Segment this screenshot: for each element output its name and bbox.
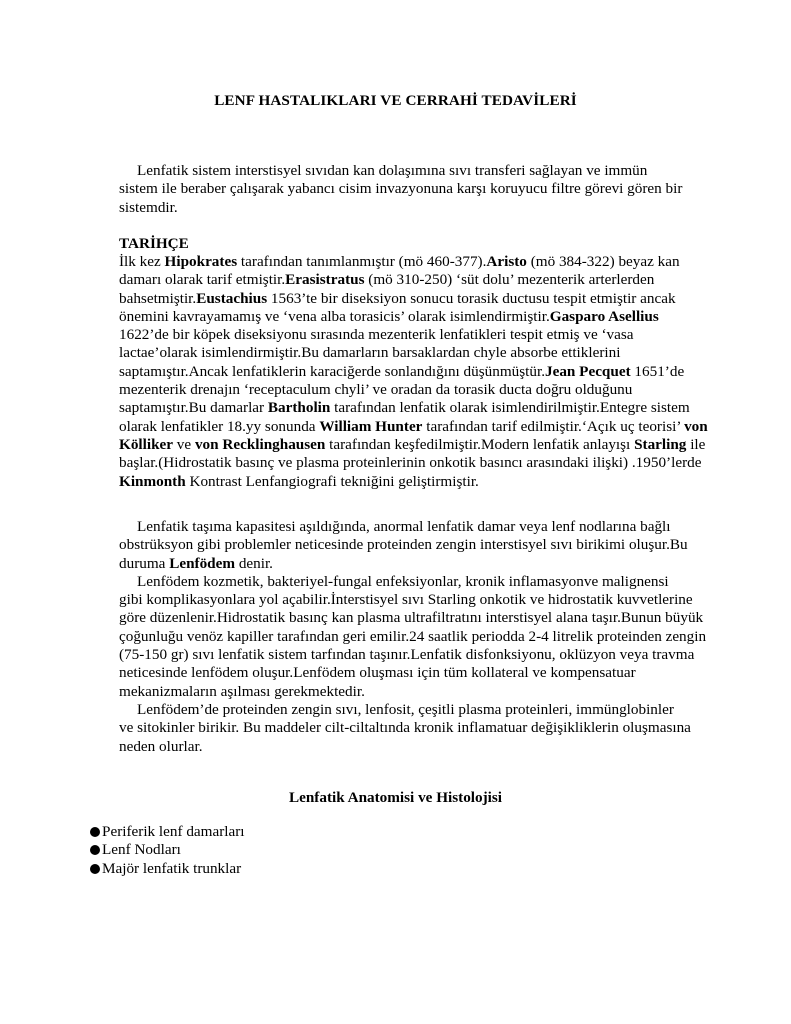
lymphedema-line: mekanizmaların aşılması gerekmektedir. (119, 682, 365, 700)
history-paragraph (119, 253, 708, 491)
term-lenfodem: Lenfödem (169, 554, 236, 572)
list-item: Periferik lenf damarları (90, 823, 245, 841)
lymphedema-line: ve sitokinler birikir. Bu maddeler cilt-ciltaltında kronik inflamatuar değişikliklerin oluşmasına (119, 719, 691, 737)
lymphedema-line: obstrüksyon gibi problemler neticesinde proteinden zengin interstisyel sıvı birikimi oluşur.Bu (119, 536, 688, 554)
name-aristo: Aristo (486, 253, 527, 270)
name-von-recklinghausen: von Recklinghausen (194, 435, 326, 453)
bullet-icon (90, 827, 100, 837)
name-kolliker: Kölliker (119, 435, 173, 453)
name-erasistratus: Erasistratus (285, 271, 365, 289)
intro-line: Lenfatik sistem interstisyel sıvıdan kan dolaşımına sıvı transferi sağlayan ve immün (137, 162, 648, 179)
history-line: olarak lenfatikler 18.yy sonunda William Hunter tarafından tarif edilmiştir.‘Açık uç teorisi’ von (119, 417, 708, 435)
name-gasparo-asellius: Gasparo Asellius (549, 307, 659, 325)
history-line: Kinmonth Kontrast Lenfangiografi tekniğini geliştirmiştir. (119, 472, 479, 490)
list-item: Majör lenfatik trunklar (90, 860, 245, 878)
document-title: LENF HASTALIKLARI VE CERRAHİ TEDAVİLERİ (214, 92, 577, 109)
lymphedema-line: Lenfatik taşıma kapasitesi aşıldığında, anormal lenfatik damar veya lenf nodlarına bağlı (137, 518, 671, 535)
history-line: damarı olarak tarif etmiştir.Erasistratus (mö 310-250) ‘süt dolu’ mezenterik arterlerden (119, 271, 655, 289)
lymphedema-line: Lenfödem kozmetik, bakteriyel-fungal enfeksiyonlar, kronik inflamasyonve malignensi (137, 572, 669, 590)
history-line: bahsetmiştir.Eustachius 1563’te bir diseksiyon sonucu torasik ductusu tespit etmiştir ancak (119, 289, 676, 307)
history-line: saptamıştır.Bu damarlar Bartholin tarafından lenfatik olarak isimlendirilmiştir.Entegre sistem (119, 399, 690, 417)
name-jean-pecquet: Jean Pecquet (545, 362, 631, 380)
anatomy-heading: Lenfatik Anatomisi ve Histolojisi (288, 789, 503, 806)
lymphedema-line: gibi komplikasyonlara yol açabilir.İnterstisyel sıvı Starling onkotik ve hidrostatik kuvvetlerine (119, 591, 693, 609)
list-item: Lenf Nodları (90, 841, 245, 859)
history-line: Kölliker ve von Recklinghausen tarafından keşfedilmiştir.Modern lenfatik anlayışı Starling ile (119, 435, 706, 453)
intro-line: sistem ile beraber çalışarak yabancı cisim invazyonuna karşı koruyucu filtre görevi gören bir (119, 180, 683, 198)
anatomy-list (90, 823, 245, 878)
intro-paragraph (119, 162, 694, 217)
name-hipokrates: Hipokrates (164, 253, 238, 270)
name-william-hunter: William Hunter (319, 417, 423, 435)
bullet-icon (90, 845, 100, 855)
lymphedema-line: neticesinde lenfödem oluşur.Lenfödem oluşması için tüm kollateral ve kompensatuar (119, 664, 636, 682)
name-von: von (684, 417, 708, 435)
lymphedema-line: Lenfödem’de proteinden zengin sıvı, lenfosit, çeşitli plasma proteinleri, immünglobinler (137, 700, 674, 718)
lymphedema-line: duruma Lenfödem denir. (119, 554, 273, 572)
name-kinmonth: Kinmonth (119, 472, 186, 490)
history-heading: TARİHÇE (119, 235, 189, 252)
history-line: İlk kez Hipokrates tarafından tanımlanmıştır (mö 460-377).Aristo (mö 384-322) beyaz kan (119, 253, 680, 270)
history-line: başlar.(Hidrostatik basınç ve plasma proteinlerinin onkotik basıncı arasındaki ilişki) .1950’lerde (119, 454, 702, 472)
history-line: mezenterik drenajın ‘receptaculum chyli’ ve oradan da torasik ducta doğru olduğunu (119, 381, 633, 399)
history-line: 1622’de bir köpek diseksiyonu sırasında mezenterik lenfatikleri tespit etmiş ve ‘vasa (119, 326, 634, 344)
lymphedema-section (119, 518, 707, 756)
bullet-icon (90, 864, 100, 874)
name-starling: Starling (634, 435, 687, 453)
name-eustachius: Eustachius (196, 289, 268, 307)
lymphedema-line: neden olurlar. (119, 737, 203, 755)
name-bartholin: Bartholin (267, 399, 331, 417)
intro-line: sistemdir. (119, 198, 178, 216)
lymphedema-line: göre düzenlenir.Hidrostatik basınç kan plasma ultrafiltratını interstisyel alana taşır.Bunun büyük (119, 609, 704, 627)
lymphedema-line: (75-150 gr) sıvı lenfatik sistem tarfından taşınır.Lenfatik disfonksiyonu, oklüzyon veya travma (119, 646, 695, 664)
history-line: saptamıştır.Ancak lenfatiklerin karaciğerde sonlandığını düşünmüştür.Jean Pecquet 1651’de (119, 362, 685, 380)
lymphedema-line: çoğunluğu venöz kapiller tarafından geri emilir.24 saatlik periodda 2-4 litrelik proteinden zengin (119, 627, 707, 645)
history-line: lactae’olarak isimlendirmiştir.Bu damarların barsaklardan chyle absorbe ettiklerini (119, 344, 621, 362)
history-line: önemini kavrayamamış ve ‘vena alba torasicis’ olarak isimlendirmiştir.Gasparo Asellius (119, 307, 659, 325)
